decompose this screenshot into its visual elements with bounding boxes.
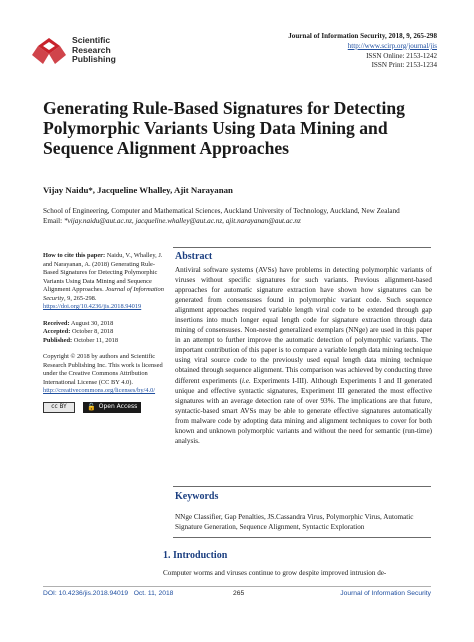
published-label: Published:: [43, 336, 73, 344]
footer-doi-date: [43, 590, 173, 597]
journal-url-link[interactable]: http://www.scirp.org/journal/jis: [347, 41, 437, 50]
journal-citation: Journal of Information Security, 2018, 9, 265-298: [288, 32, 437, 40]
abstract-body: [175, 265, 432, 446]
cite-journal: Journal of Information Security: [43, 286, 164, 302]
footer-journal: Journal of Information Security: [340, 590, 431, 597]
keywords-bottom-rule: [173, 537, 431, 538]
article-sidebar: [43, 252, 166, 413]
open-access-label: Open Access: [98, 402, 138, 410]
citation-block: [43, 252, 166, 312]
accepted-label: Accepted:: [43, 328, 71, 335]
journal-info: [288, 32, 437, 71]
keywords-text: NNge Classifier, Gap Penalties, JS.Cassandra Virus, Polymorphic Virus, Automatic Signature Generation, Sequence Alignment, Syntactic Exploration: [175, 513, 414, 532]
logo-line-2: Research: [72, 44, 111, 55]
license-badges: [43, 402, 166, 413]
affiliation: [43, 206, 443, 226]
footer-doi[interactable]: DOI: 10.4236/jis.2018.94019: [43, 590, 129, 597]
issn-online: ISSN Online: 2153-1242: [366, 51, 437, 60]
page-number: 265: [233, 590, 245, 597]
cite-text: Naidu, V., Whalley, J. and Narayanan, A. (2018) Generating Rule-Based Signatures for Detecting Polymorphic Variants Using Data Mining and Sequence Alignment Approaches.: [43, 252, 163, 293]
received-row: [43, 320, 166, 329]
intro-heading: 1. Introduction: [163, 550, 228, 561]
published-date: October 11, 2018: [73, 336, 119, 344]
doi-link[interactable]: https://doi.org/10.4236/jis.2018.94019: [43, 303, 142, 310]
received-date: August 30, 2018: [70, 319, 114, 327]
published-row: [43, 337, 166, 346]
cite-label: How to cite this paper:: [43, 252, 106, 259]
cite-volume: , 9, 265-298.: [63, 294, 97, 302]
email-label: Email:: [43, 217, 63, 225]
logo-text: [72, 36, 116, 65]
received-label: Received:: [43, 319, 70, 327]
article-dates: [43, 320, 166, 346]
email-addresses[interactable]: *vijay.naidu@aut.ac.nz, jacqueline.whalley@aut.ac.nz, ajit.narayanan@aut.ac.nz: [63, 217, 301, 225]
paper-title: Generating Rule-Based Signatures for Detecting Polymorphic Variants Using Data Mining and Sequence Alignment Approaches: [43, 98, 405, 158]
issn-print: ISSN Print: 2153-1234: [371, 61, 437, 70]
license-link[interactable]: http://creativecommons.org/licenses/by/4.0/: [43, 387, 156, 394]
abstract-ie: i.e.: [242, 376, 251, 385]
affiliation-dept: School of Engineering, Computer and Mathematical Sciences, Auckland University of Technology, Auckland, New Zealand: [43, 207, 400, 215]
abstract-text-2: Experiments I-III). Although Experiments I and II generated unique and effective syntactic signatures, Experiment III generated the most effective signatures with an average detection rate of over 93%. The implications are that future, syntactic-based smart AVSs may be able to generate effective signatures automatically from malware code by adopting data mining and alignment techniques to cover for both known and unknown polymorphic variants and without the need for semantic (run-time) analysis.: [175, 376, 432, 445]
accepted-date: October 8, 2018: [71, 328, 114, 335]
open-access-badge: [83, 402, 141, 413]
logo-line-3: Publishing: [72, 54, 116, 64]
accepted-row: [43, 328, 166, 337]
footer-date: Oct. 11, 2018: [133, 590, 174, 597]
open-lock-icon: 🔓: [87, 402, 96, 411]
abstract-heading: Abstract: [175, 251, 213, 262]
footer-rule: [43, 586, 431, 587]
abstract-top-rule: [173, 247, 431, 248]
author-list: Vijay Naidu*, Jacqueline Whalley, Ajit Narayanan: [43, 185, 233, 195]
keywords-top-rule: [173, 486, 431, 487]
cc-by-badge[interactable]: cc BY: [43, 402, 75, 413]
intro-text: Computer worms and viruses continue to grow despite improved intrusion de-: [163, 569, 387, 577]
publisher-logo: [32, 34, 162, 68]
logo-line-1: Scientific: [72, 35, 111, 45]
copyright-notice: Copyright © 2018 by authors and Scientific Research Publishing Inc. This work is licensed under the Creative Commons Attribution International License (CC BY 4.0).: [43, 353, 163, 386]
keywords-heading: Keywords: [175, 491, 219, 502]
abstract-text-1: Antiviral software systems (AVSs) have problems in detecting polymorphic variants of viruses without specific signatures for such variants. Previous alignment-based approaches for automatic signature extraction have shown how signatures can be generated from consensuses found in polymorphic variant code. Such sequence alignment approaches required variable length viral code to be extended through gap insertions into much longer equal length code for signature extraction through data mining of consensuses. Non-nested generalized exemplars (NNge) are used in this paper in an attempt to further improve the automatic detection of polymorphic variants. The important contribution of this paper is to compare a variable length data mining technique using viral source code to the previously used equal length data mining technique obtained through sequence alignment. This comparison was achieved by conducting three different experiments (: [175, 266, 432, 385]
scirp-logo-icon: [32, 38, 66, 64]
affiliation-emails: [43, 216, 443, 226]
